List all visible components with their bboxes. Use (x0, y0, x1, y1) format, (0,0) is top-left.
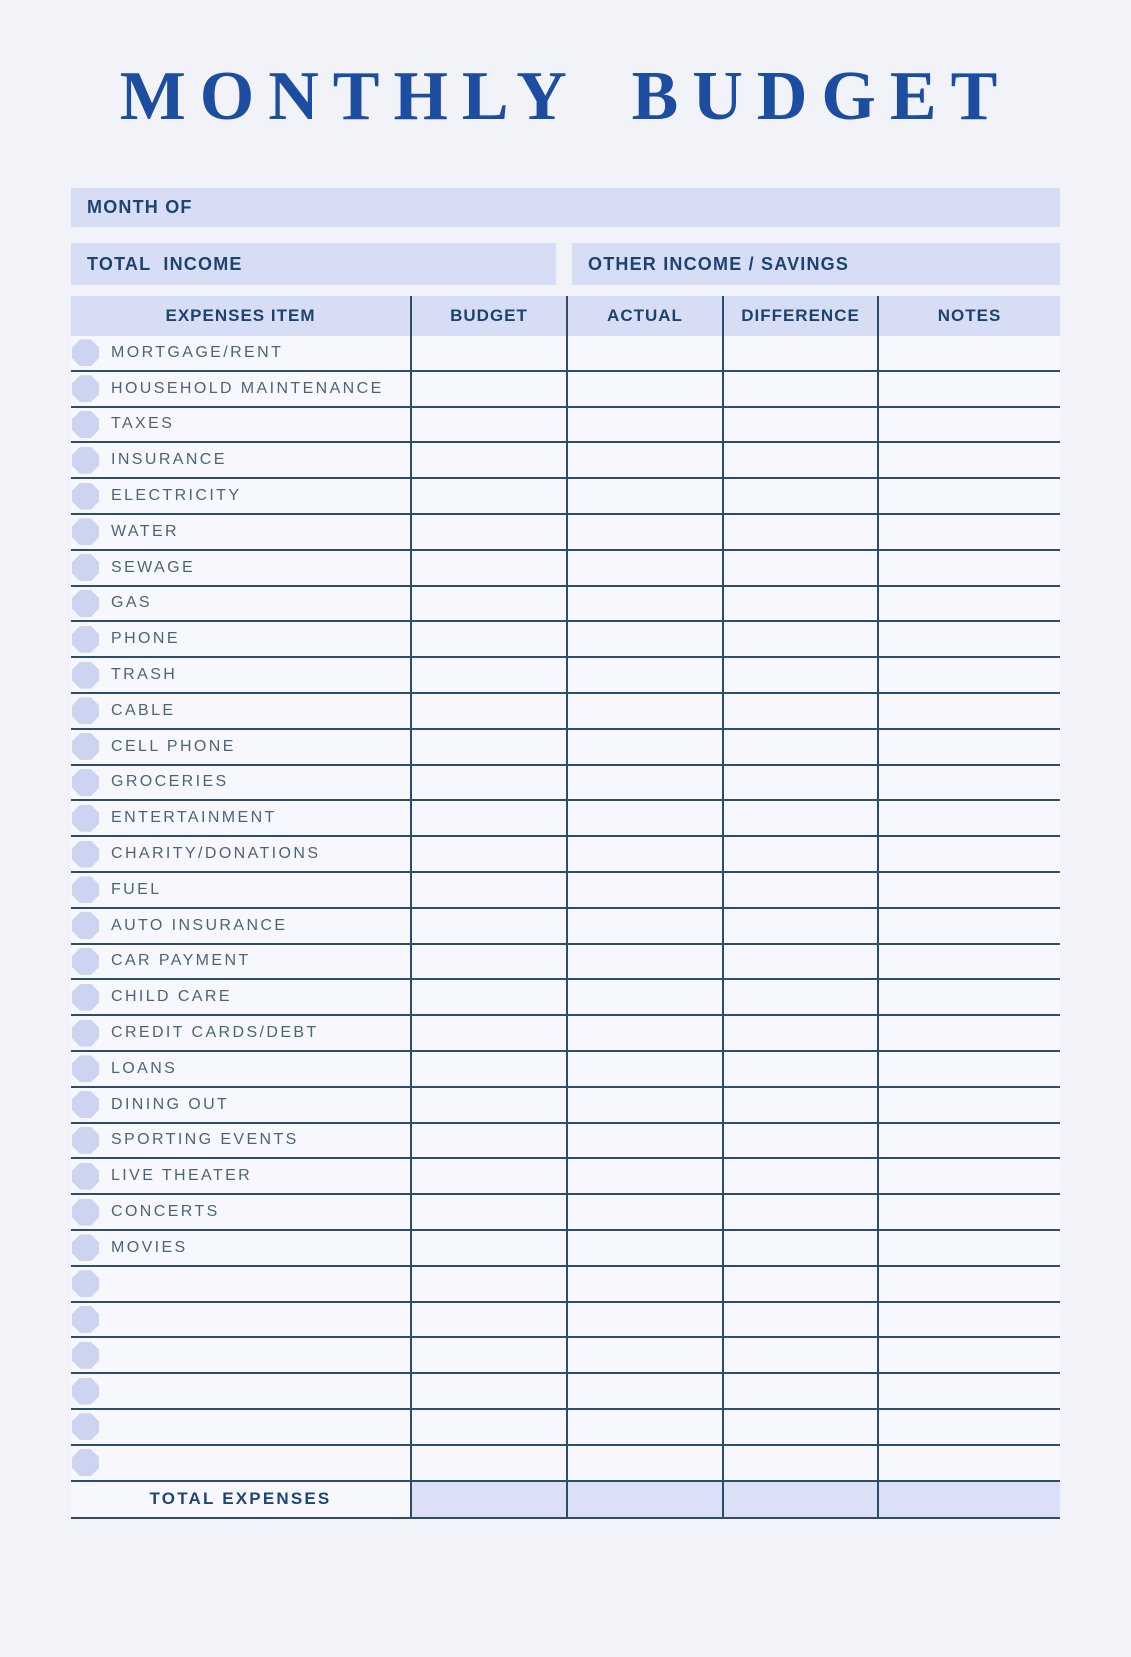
octagon-bullet-icon (72, 518, 99, 545)
difference-cell[interactable] (722, 1231, 877, 1265)
expense-item-label: ENTERTAINMENT (111, 809, 277, 827)
notes-cell[interactable] (877, 1446, 1060, 1480)
other-income-savings-label: OTHER INCOME / SAVINGS (588, 253, 850, 274)
table-row (71, 766, 1060, 802)
notes-cell[interactable] (877, 1410, 1060, 1444)
notes-cell[interactable] (877, 622, 1060, 656)
expenses-table (71, 296, 1060, 1519)
difference-cell[interactable] (722, 658, 877, 692)
table-row (71, 980, 1060, 1016)
table-row (71, 1446, 1060, 1482)
difference-cell[interactable] (722, 730, 877, 764)
expense-item-label: TRASH (111, 666, 178, 684)
octagon-bullet-icon (72, 984, 99, 1011)
notes-cell[interactable] (877, 694, 1060, 728)
expense-item-cell (71, 945, 410, 979)
notes-cell[interactable] (877, 945, 1060, 979)
difference-cell[interactable] (722, 1159, 877, 1193)
expense-item-label: MORTGAGE/RENT (111, 343, 284, 361)
expense-item-label: DINING OUT (111, 1095, 230, 1113)
total-actual-cell[interactable] (566, 1482, 722, 1517)
expense-item-cell (71, 1410, 410, 1444)
header-difference: DIFFERENCE (722, 296, 877, 336)
expense-item-label: FUEL (111, 880, 162, 898)
difference-cell[interactable] (722, 479, 877, 513)
expense-item-cell (71, 443, 410, 477)
octagon-bullet-icon (72, 339, 99, 366)
expense-item-cell (71, 372, 410, 406)
table-header-row (71, 296, 1060, 336)
actual-cell[interactable] (566, 1052, 722, 1086)
octagon-bullet-icon (72, 697, 99, 724)
budget-page (0, 57, 1131, 1657)
expense-item-label: SEWAGE (111, 558, 196, 576)
expense-item-cell (71, 766, 410, 800)
octagon-bullet-icon (72, 841, 99, 868)
notes-cell[interactable] (877, 408, 1060, 442)
actual-cell[interactable] (566, 945, 722, 979)
notes-cell[interactable] (877, 909, 1060, 943)
expense-item-label: CHARITY/DONATIONS (111, 845, 321, 863)
octagon-bullet-icon (72, 912, 99, 939)
budget-cell[interactable] (410, 1159, 566, 1193)
expense-item-cell (71, 622, 410, 656)
actual-cell[interactable] (566, 1159, 722, 1193)
actual-cell[interactable] (566, 479, 722, 513)
expense-item-cell (71, 980, 410, 1014)
difference-cell[interactable] (722, 1303, 877, 1337)
expense-item-cell (71, 1016, 410, 1050)
budget-cell[interactable] (410, 1446, 566, 1480)
expense-item-cell (71, 694, 410, 728)
table-row (71, 1303, 1060, 1339)
expense-item-cell (71, 515, 410, 549)
expense-item-cell (71, 1088, 410, 1122)
actual-cell[interactable] (566, 801, 722, 835)
budget-cell[interactable] (410, 766, 566, 800)
octagon-bullet-icon (72, 1378, 99, 1405)
difference-cell[interactable] (722, 945, 877, 979)
difference-cell[interactable] (722, 1410, 877, 1444)
difference-cell[interactable] (722, 980, 877, 1014)
notes-cell[interactable] (877, 336, 1060, 370)
expense-item-label: CELL PHONE (111, 737, 236, 755)
table-row (71, 694, 1060, 730)
expenses-rows (71, 336, 1060, 1482)
actual-cell[interactable] (566, 1088, 722, 1122)
expense-item-cell (71, 1303, 410, 1337)
actual-cell[interactable] (566, 372, 722, 406)
difference-cell[interactable] (722, 801, 877, 835)
notes-cell[interactable] (877, 587, 1060, 621)
octagon-bullet-icon (72, 662, 99, 689)
difference-cell[interactable] (722, 766, 877, 800)
budget-cell[interactable] (410, 479, 566, 513)
actual-cell[interactable] (566, 730, 722, 764)
table-row (71, 587, 1060, 623)
notes-cell[interactable] (877, 515, 1060, 549)
octagon-bullet-icon (72, 1449, 99, 1476)
expense-item-cell (71, 1195, 410, 1229)
actual-cell[interactable] (566, 909, 722, 943)
difference-cell[interactable] (722, 1267, 877, 1301)
budget-cell[interactable] (410, 1374, 566, 1408)
actual-cell[interactable] (566, 515, 722, 549)
difference-cell[interactable] (722, 622, 877, 656)
octagon-bullet-icon (72, 733, 99, 760)
expense-item-cell (71, 336, 410, 370)
actual-cell[interactable] (566, 1016, 722, 1050)
difference-cell[interactable] (722, 1124, 877, 1158)
table-row (71, 837, 1060, 873)
difference-cell[interactable] (722, 515, 877, 549)
budget-cell[interactable] (410, 1338, 566, 1372)
difference-cell[interactable] (722, 336, 877, 370)
notes-cell[interactable] (877, 873, 1060, 907)
budget-cell[interactable] (410, 515, 566, 549)
budget-cell[interactable] (410, 408, 566, 442)
difference-cell[interactable] (722, 873, 877, 907)
table-row (71, 1052, 1060, 1088)
notes-cell[interactable] (877, 658, 1060, 692)
table-row (71, 372, 1060, 408)
table-row (71, 730, 1060, 766)
table-row (71, 336, 1060, 372)
budget-cell[interactable] (410, 694, 566, 728)
page-title: MONTHLY BUDGET (119, 58, 1012, 135)
actual-cell[interactable] (566, 658, 722, 692)
notes-cell[interactable] (877, 1374, 1060, 1408)
table-row (71, 1088, 1060, 1124)
budget-cell[interactable] (410, 336, 566, 370)
budget-cell[interactable] (410, 1088, 566, 1122)
budget-cell[interactable] (410, 587, 566, 621)
expense-item-cell (71, 1267, 410, 1301)
difference-cell[interactable] (722, 1016, 877, 1050)
budget-cell[interactable] (410, 1016, 566, 1050)
notes-cell[interactable] (877, 1016, 1060, 1050)
table-row (71, 551, 1060, 587)
expense-item-cell (71, 479, 410, 513)
difference-cell[interactable] (722, 1338, 877, 1372)
difference-cell[interactable] (722, 909, 877, 943)
expense-item-cell (71, 1124, 410, 1158)
table-row (71, 1231, 1060, 1267)
difference-cell[interactable] (722, 551, 877, 585)
month-of-label: MONTH OF (87, 197, 193, 217)
table-row (71, 1195, 1060, 1231)
actual-cell[interactable] (566, 1195, 722, 1229)
total-expenses-label-cell (71, 1482, 410, 1517)
notes-cell[interactable] (877, 1231, 1060, 1265)
table-row (71, 1016, 1060, 1052)
notes-cell[interactable] (877, 980, 1060, 1014)
table-row (71, 1410, 1060, 1446)
expense-item-cell (71, 551, 410, 585)
expense-item-cell (71, 909, 410, 943)
budget-cell[interactable] (410, 1124, 566, 1158)
actual-cell[interactable] (566, 980, 722, 1014)
notes-cell[interactable] (877, 1195, 1060, 1229)
notes-cell[interactable] (877, 801, 1060, 835)
notes-cell[interactable] (877, 730, 1060, 764)
octagon-bullet-icon (72, 375, 99, 402)
actual-cell[interactable] (566, 873, 722, 907)
expense-item-label: CABLE (111, 701, 176, 719)
notes-cell[interactable] (877, 1267, 1060, 1301)
octagon-bullet-icon (72, 1270, 99, 1297)
notes-cell[interactable] (877, 1088, 1060, 1122)
budget-cell[interactable] (410, 1195, 566, 1229)
octagon-bullet-icon (72, 590, 99, 617)
total-income-label: TOTAL INCOME (87, 253, 243, 274)
actual-cell[interactable] (566, 1374, 722, 1408)
expense-item-cell (71, 730, 410, 764)
budget-cell[interactable] (410, 1410, 566, 1444)
actual-cell[interactable] (566, 551, 722, 585)
octagon-bullet-icon (72, 1234, 99, 1261)
budget-cell[interactable] (410, 837, 566, 871)
budget-cell[interactable] (410, 801, 566, 835)
actual-cell[interactable] (566, 1267, 722, 1301)
expense-item-label: GAS (111, 594, 152, 612)
difference-cell[interactable] (722, 408, 877, 442)
octagon-bullet-icon (72, 769, 99, 796)
table-row (71, 479, 1060, 515)
actual-cell[interactable] (566, 1410, 722, 1444)
octagon-bullet-icon (72, 1055, 99, 1082)
table-row (71, 622, 1060, 658)
actual-cell[interactable] (566, 443, 722, 477)
notes-cell[interactable] (877, 1338, 1060, 1372)
expense-item-label: HOUSEHOLD MAINTENANCE (111, 379, 384, 397)
budget-cell[interactable] (410, 945, 566, 979)
budget-cell[interactable] (410, 622, 566, 656)
actual-cell[interactable] (566, 622, 722, 656)
expense-item-cell (71, 408, 410, 442)
octagon-bullet-icon (72, 411, 99, 438)
actual-cell[interactable] (566, 766, 722, 800)
table-row (71, 658, 1060, 694)
table-row (71, 408, 1060, 444)
expense-item-cell (71, 1231, 410, 1265)
expense-item-cell (71, 1338, 410, 1372)
header-expenses-item: EXPENSES ITEM (165, 306, 316, 325)
table-row (71, 945, 1060, 981)
actual-cell[interactable] (566, 694, 722, 728)
income-row (71, 243, 1060, 285)
notes-cell[interactable] (877, 1124, 1060, 1158)
expense-item-label: INSURANCE (111, 451, 227, 469)
expense-item-label: ELECTRICITY (111, 487, 242, 505)
budget-cell[interactable] (410, 730, 566, 764)
table-row (71, 1374, 1060, 1410)
budget-cell[interactable] (410, 658, 566, 692)
difference-cell[interactable] (722, 1052, 877, 1086)
table-row (71, 515, 1060, 551)
expense-item-label: SPORTING EVENTS (111, 1131, 299, 1149)
total-notes-cell[interactable] (877, 1482, 1060, 1517)
notes-cell[interactable] (877, 1303, 1060, 1337)
octagon-bullet-icon (72, 1091, 99, 1118)
actual-cell[interactable] (566, 1231, 722, 1265)
actual-cell[interactable] (566, 1303, 722, 1337)
octagon-bullet-icon (72, 805, 99, 832)
actual-cell[interactable] (566, 1338, 722, 1372)
total-expenses-row (71, 1482, 1060, 1519)
budget-cell[interactable] (410, 372, 566, 406)
notes-cell[interactable] (877, 837, 1060, 871)
expense-item-label: GROCERIES (111, 773, 229, 791)
octagon-bullet-icon (72, 447, 99, 474)
month-of-field[interactable] (71, 188, 1060, 227)
difference-cell[interactable] (722, 1088, 877, 1122)
expense-item-label: CAR PAYMENT (111, 952, 251, 970)
budget-cell[interactable] (410, 980, 566, 1014)
notes-cell[interactable] (877, 1159, 1060, 1193)
budget-cell[interactable] (410, 873, 566, 907)
total-income-field[interactable] (71, 243, 556, 285)
table-row (71, 1338, 1060, 1374)
actual-cell[interactable] (566, 336, 722, 370)
notes-cell[interactable] (877, 1052, 1060, 1086)
octagon-bullet-icon (72, 1413, 99, 1440)
budget-cell[interactable] (410, 1267, 566, 1301)
actual-cell[interactable] (566, 587, 722, 621)
actual-cell[interactable] (566, 1446, 722, 1480)
header-actual: ACTUAL (566, 296, 722, 336)
table-row (71, 1124, 1060, 1160)
total-difference-cell[interactable] (722, 1482, 877, 1517)
other-income-savings-field[interactable] (572, 243, 1060, 285)
expense-item-label: AUTO INSURANCE (111, 916, 288, 934)
difference-cell[interactable] (722, 1374, 877, 1408)
difference-cell[interactable] (722, 1195, 877, 1229)
budget-cell[interactable] (410, 1052, 566, 1086)
octagon-bullet-icon (72, 1199, 99, 1226)
budget-cell[interactable] (410, 551, 566, 585)
expense-item-label: CREDIT CARDS/DEBT (111, 1024, 319, 1042)
expense-item-cell (71, 1159, 410, 1193)
expense-item-cell (71, 873, 410, 907)
table-row (71, 873, 1060, 909)
difference-cell[interactable] (722, 372, 877, 406)
budget-cell[interactable] (410, 909, 566, 943)
expense-item-label: MOVIES (111, 1238, 188, 1256)
difference-cell[interactable] (722, 837, 877, 871)
expense-item-label: PHONE (111, 630, 180, 648)
table-row (71, 1267, 1060, 1303)
expense-item-label: CHILD CARE (111, 988, 232, 1006)
octagon-bullet-icon (72, 1163, 99, 1190)
actual-cell[interactable] (566, 837, 722, 871)
expense-item-cell (71, 658, 410, 692)
octagon-bullet-icon (72, 1342, 99, 1369)
budget-cell[interactable] (410, 443, 566, 477)
expense-item-cell (71, 837, 410, 871)
expense-item-cell (71, 1446, 410, 1480)
difference-cell[interactable] (722, 587, 877, 621)
table-row (71, 801, 1060, 837)
difference-cell[interactable] (722, 694, 877, 728)
difference-cell[interactable] (722, 443, 877, 477)
notes-cell[interactable] (877, 766, 1060, 800)
expense-item-label: TAXES (111, 415, 175, 433)
total-budget-cell[interactable] (410, 1482, 566, 1517)
expense-item-label: LIVE THEATER (111, 1167, 253, 1185)
octagon-bullet-icon (72, 483, 99, 510)
octagon-bullet-icon (72, 626, 99, 653)
table-row (71, 909, 1060, 945)
octagon-bullet-icon (72, 554, 99, 581)
notes-cell[interactable] (877, 551, 1060, 585)
expense-item-label: CONCERTS (111, 1203, 220, 1221)
octagon-bullet-icon (72, 1127, 99, 1154)
octagon-bullet-icon (72, 948, 99, 975)
expense-item-label: LOANS (111, 1059, 178, 1077)
expense-item-label: WATER (111, 522, 179, 540)
table-row (71, 1159, 1060, 1195)
header-budget: BUDGET (410, 296, 566, 336)
difference-cell[interactable] (722, 1446, 877, 1480)
octagon-bullet-icon (72, 1020, 99, 1047)
header-notes: NOTES (877, 296, 1060, 336)
notes-cell[interactable] (877, 479, 1060, 513)
actual-cell[interactable] (566, 1124, 722, 1158)
octagon-bullet-icon (72, 1306, 99, 1333)
notes-cell[interactable] (877, 372, 1060, 406)
expense-item-cell (71, 801, 410, 835)
notes-cell[interactable] (877, 443, 1060, 477)
octagon-bullet-icon (72, 876, 99, 903)
table-row (71, 443, 1060, 479)
total-expenses-label: TOTAL EXPENSES (149, 1489, 332, 1508)
expense-item-cell (71, 587, 410, 621)
expense-item-cell (71, 1374, 410, 1408)
budget-cell[interactable] (410, 1231, 566, 1265)
budget-cell[interactable] (410, 1303, 566, 1337)
expense-item-cell (71, 1052, 410, 1086)
actual-cell[interactable] (566, 408, 722, 442)
